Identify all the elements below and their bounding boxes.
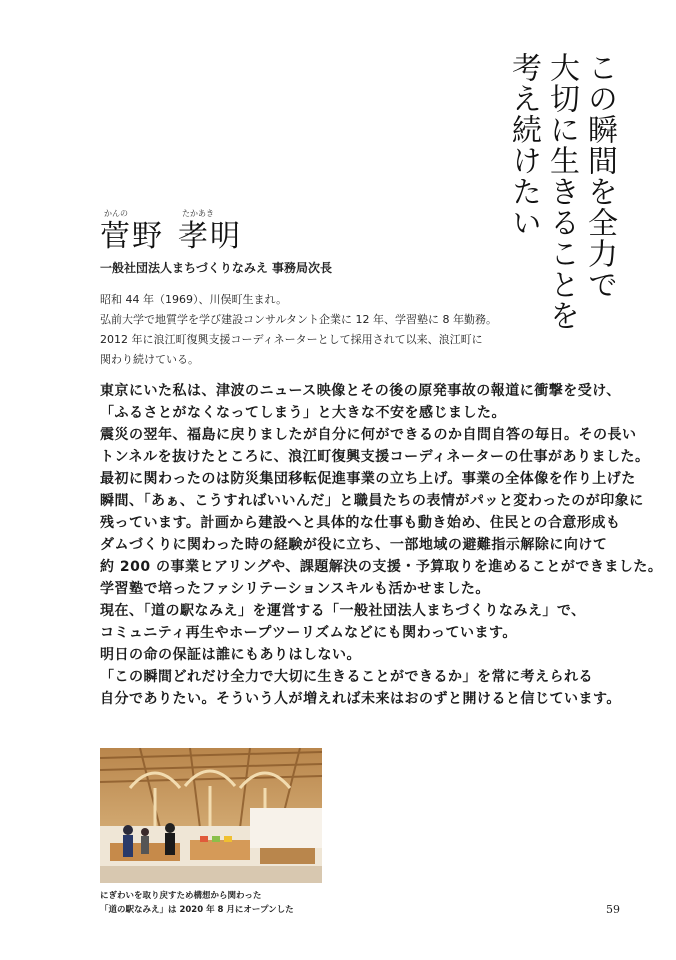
body-line: 「ふるさとがなくなってしまう」と大きな不安を感じました。 <box>100 405 506 421</box>
caption-line: にぎわいを取り戻すため構想から関わった <box>100 891 262 901</box>
profile-line: 2012 年に浪江町復興支援コーディネーターとして採用されて以来、浪江町に <box>100 333 483 346</box>
body-line: 東京にいた私は、津波のニュース映像とその後の原発事故の報道に衝撃を受け、 <box>100 383 621 399</box>
body-line: 現在、「道の駅なみえ」を運営する「一般社団法人まちづくりなみえ」で、 <box>100 603 586 619</box>
body-line: 最初に関わったのは防災集団移転促進事業の立ち上げ。事業の全体像を作り上げた <box>100 471 636 487</box>
given-name: 孝明 <box>178 219 242 254</box>
roadside-station-photo <box>100 748 322 883</box>
body-line: 震災の翌年、福島に戻りましたが自分に何ができるのか自問自答の毎日。その長い <box>100 427 637 443</box>
headline-line-3: 考え続けたい <box>506 52 541 238</box>
market-interior-image <box>100 748 322 883</box>
body-line: 明日の命の保証は誰にもありはしない。 <box>100 647 361 663</box>
body-line: コミュニティ再生やホープツーリズムなどにも関わっています。 <box>100 625 517 641</box>
name-ruby <box>100 208 242 220</box>
headline-line-1: この瞬間を全力で <box>582 52 617 300</box>
body-line: トンネルを抜けたところに、浪江町復興支援コーディネーターの仕事がありました。 <box>100 449 650 465</box>
body-line: 「この瞬間どれだけ全力で大切に生きることができるか」を常に考えられる <box>100 669 593 685</box>
person-name-block <box>100 208 242 254</box>
profile-line: 関わり続けている。 <box>100 353 199 366</box>
body-line: ダムづくりに関わった時の経験が役に立ち、一部地域の避難指示解除に向けて <box>100 537 608 553</box>
headline <box>504 52 618 352</box>
body-line: 自分でありたい。そういう人が増えれば未来はおのずと開けると信じています。 <box>100 691 621 707</box>
body-line: 瞬間、「あぁ、こうすればいいんだ」と職員たちの表情がパッと変わったのが印象に <box>100 493 644 509</box>
body-line: 学習塾で培ったファシリテーションスキルも活かせました。 <box>100 581 490 597</box>
organization-title: 一般社団法人まちづくりなみえ 事務局次長 <box>100 261 333 275</box>
family-name: 菅野 <box>100 219 164 254</box>
given-name-ruby: たかあき <box>182 209 214 218</box>
body-text <box>100 380 663 710</box>
person-name <box>100 220 242 254</box>
body-line: 約 200 の事業ヒアリングや、課題解決の支援・予算取りを進めることができました。 <box>100 559 663 575</box>
family-name-ruby: かんの <box>104 209 128 218</box>
profile <box>100 290 500 370</box>
headline-line-2: 大切に生きることを <box>544 52 579 331</box>
body-line: 残っています。計画から建設へと具体的な仕事も動き始め、住民との合意形成も <box>100 515 621 531</box>
profile-line: 昭和 44 年（1969）、川俣町生まれ。 <box>100 293 288 306</box>
caption-line: 「道の駅なみえ」は 2020 年 8 月にオープンした <box>100 905 294 915</box>
photo-caption <box>100 889 294 917</box>
profile-line: 弘前大学で地質学を学び建設コンサルタント企業に 12 年、学習塾に 8 年勤務。 <box>100 313 497 326</box>
page-number: 59 <box>606 903 620 916</box>
